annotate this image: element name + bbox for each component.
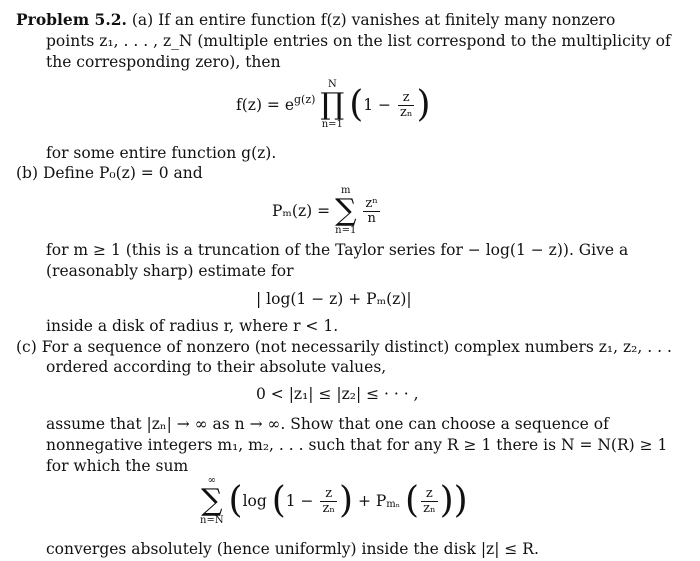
equation-series: ∞ ∑ n=N (log (1 − $\frac{z}{\text{zₙ}}$ ) + $P_{m_n}$ ( $\frac{z}{\text{zₙ}}$ )) [200,475,468,526]
eq1-one-minus: 1 − [363,96,392,114]
part-a-line-2: points z₁, . . . , z_N (multiple entries on the list correspond to the multiplicity of [46,32,671,50]
part-a-line-3: the corresponding zero), then [46,53,281,71]
series-sum-operator: ∞ ∑ n=N [200,475,224,526]
part-c-line-2: ordered according to their absolute values, [46,358,387,376]
eq5-fraction-1 [320,487,336,516]
eq5-subscript: mₙ [386,499,401,510]
eq1-numerator: z [398,91,414,106]
eq1-lhs: f(z) = e [236,96,295,114]
part-c-line-1: (c) For a sequence of nonzero (not necessarily distinct) complex numbers z₁, z₂, . . . [16,338,672,356]
problem-label: Problem 5.2. [16,10,127,29]
part-a-line-1: (a) If an entire function f(z) vanishes at finitely many nonzero [131,11,616,29]
eq5-denominator: zₙ [322,500,335,516]
part-c-line-5: for which the sum [46,457,189,475]
eq2-lower-limit: n=1 [335,225,357,236]
equation-log-estimate: | log(1 − z) + Pₘ(z)| [256,290,412,308]
part-b-line-2: for m ≥ 1 (this is a truncation of the Taylor series for − log(1 − z)). Give a [46,241,629,259]
eq5-plus-p: + P [357,492,387,510]
part-b-line-4: inside a disk of radius r, where r < 1. [46,317,339,335]
eq5-numerator: z [320,487,336,502]
eq2-denominator: n [367,210,376,226]
part-b-line-3: (reasonably sharp) estimate for [46,262,294,280]
eq1-lower-limit: n=1 [321,119,343,130]
equation-partial-sum [272,186,382,240]
eq1-upper-limit: N [327,79,337,90]
eq5-one-minus: 1 − [285,492,314,510]
eq5-numerator-2: z [421,487,437,502]
part-c-line-3: assume that |zₙ| → ∞ as n → ∞. Show that one can choose a sequence of [46,415,609,433]
part-a-line-4: for some entire function g(z). [46,144,277,162]
eq2-lhs: Pₘ(z) = [272,202,331,220]
product-operator: N ∏ n=1 [320,79,345,130]
eq2-upper-limit: m [341,185,351,196]
equation-ordering: 0 < |z₁| ≤ |z₂| ≤ · · · , [256,385,419,403]
eq1-exponent: g(z) [294,92,316,106]
eq5-lower-limit: n=N [200,515,224,526]
sum-operator: m ∑ n=1 [335,185,357,236]
part-b-line-1: (b) Define P₀(z) = 0 and [16,164,203,182]
eq1-denominator: zₙ [399,104,413,120]
part-c-line-6: converges absolutely (hence uniformly) inside the disk |z| ≤ R. [46,540,539,558]
equation-product-formula: $f(z) = e^{g(z)}$ N ∏ n=1 (1 − $\frac{z}{\text{zₙ}}$ ) [236,79,431,130]
eq2-numerator: zⁿ [365,195,378,211]
eq2-fraction [363,197,379,226]
eq5-fraction-2 [421,487,437,516]
eq5-denominator-2: zₙ [423,500,436,516]
eq5-log: log [242,492,267,510]
problem-statement-line [16,10,615,30]
eq5-upper-limit: ∞ [207,475,216,486]
part-c-line-4: nonnegative integers m₁, m₂, . . . such that for any R ≥ 1 there is N = N(R) ≥ 1 [46,436,668,454]
eq1-fraction [398,91,414,120]
